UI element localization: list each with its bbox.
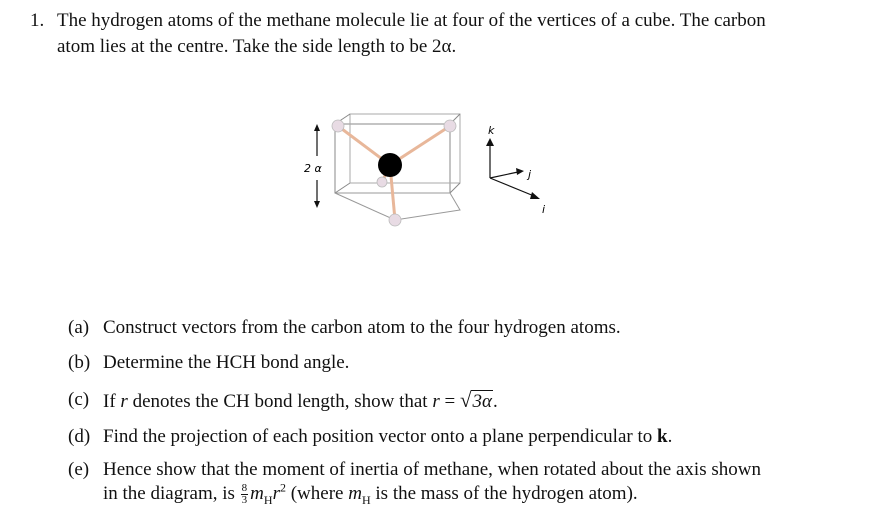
problem-number: 1. [30,10,45,31]
part-c-var-r: r [120,391,128,412]
mass-symbol-2: m [348,483,362,504]
part-b [68,351,858,375]
part-d-label: (d) [68,426,91,447]
part-e-line2-pre: in the diagram, is [103,483,235,504]
part-d [68,425,858,449]
part-a-label: (a) [68,317,90,338]
part-b-text: Determine the HCH bond angle. [103,352,350,373]
axis-j-label: j [528,168,532,181]
mass-symbol: m [250,483,264,504]
sqrt-sign: √ [459,388,472,412]
part-e-paren-post: is the mass of the hydrogen atom). [375,483,638,504]
hydrogen-atom [389,214,401,226]
mass-subscript: H [263,492,273,507]
part-d-bold: k [657,426,668,447]
problem-statement [30,8,880,60]
part-c-radicand: 3α [472,391,492,412]
part-c-label: (c) [68,389,90,410]
fraction-denominator: 3 [241,494,248,507]
part-c-pre: If [103,391,116,412]
part-a [68,316,858,340]
part-e-paren-pre: (where [290,483,344,504]
mass-subscript-2: H [361,492,371,507]
hydrogen-atom [377,177,387,187]
part-d-text: Find the projection of each position vector onto a plane perpendicular to [103,426,653,447]
hydrogen-atom [444,120,456,132]
part-c [68,388,858,414]
radius-exponent: 2 [279,480,286,495]
part-c-end: . [492,391,498,412]
side-length-label: 2 α [304,162,322,175]
side-length-indicator [304,124,322,208]
part-c-var-r2: r [432,391,440,412]
part-c-mid: denotes the CH bond length, show that [132,391,428,412]
fraction [241,483,249,506]
problem-line-2: atom lies at the centre. Take the side length to be 2α. [57,36,457,57]
axis-triad [486,138,540,199]
part-b-label: (b) [68,352,91,373]
problem-line-1: The hydrogen atoms of the methane molecule lie at four of the vertices of a cube. The carbon [57,10,766,31]
hydrogen-atom [332,120,344,132]
part-e [68,458,858,506]
methane-cube-diagram [290,110,590,240]
axis-i-label: i [542,203,546,216]
part-c-sqrt [460,388,493,414]
fraction-numerator: 8 [241,482,248,495]
part-e-line-1: Hence show that the moment of inertia of methane, when rotated about the axis shown [103,459,761,480]
part-d-end: . [667,426,673,447]
carbon-atom [378,153,402,177]
radius-symbol: r [272,483,280,504]
part-a-text: Construct vectors from the carbon atom to the four hydrogen atoms. [103,317,621,338]
part-c-eq: = [444,391,456,412]
part-e-label: (e) [68,459,90,480]
axis-k-label: k [488,124,495,137]
